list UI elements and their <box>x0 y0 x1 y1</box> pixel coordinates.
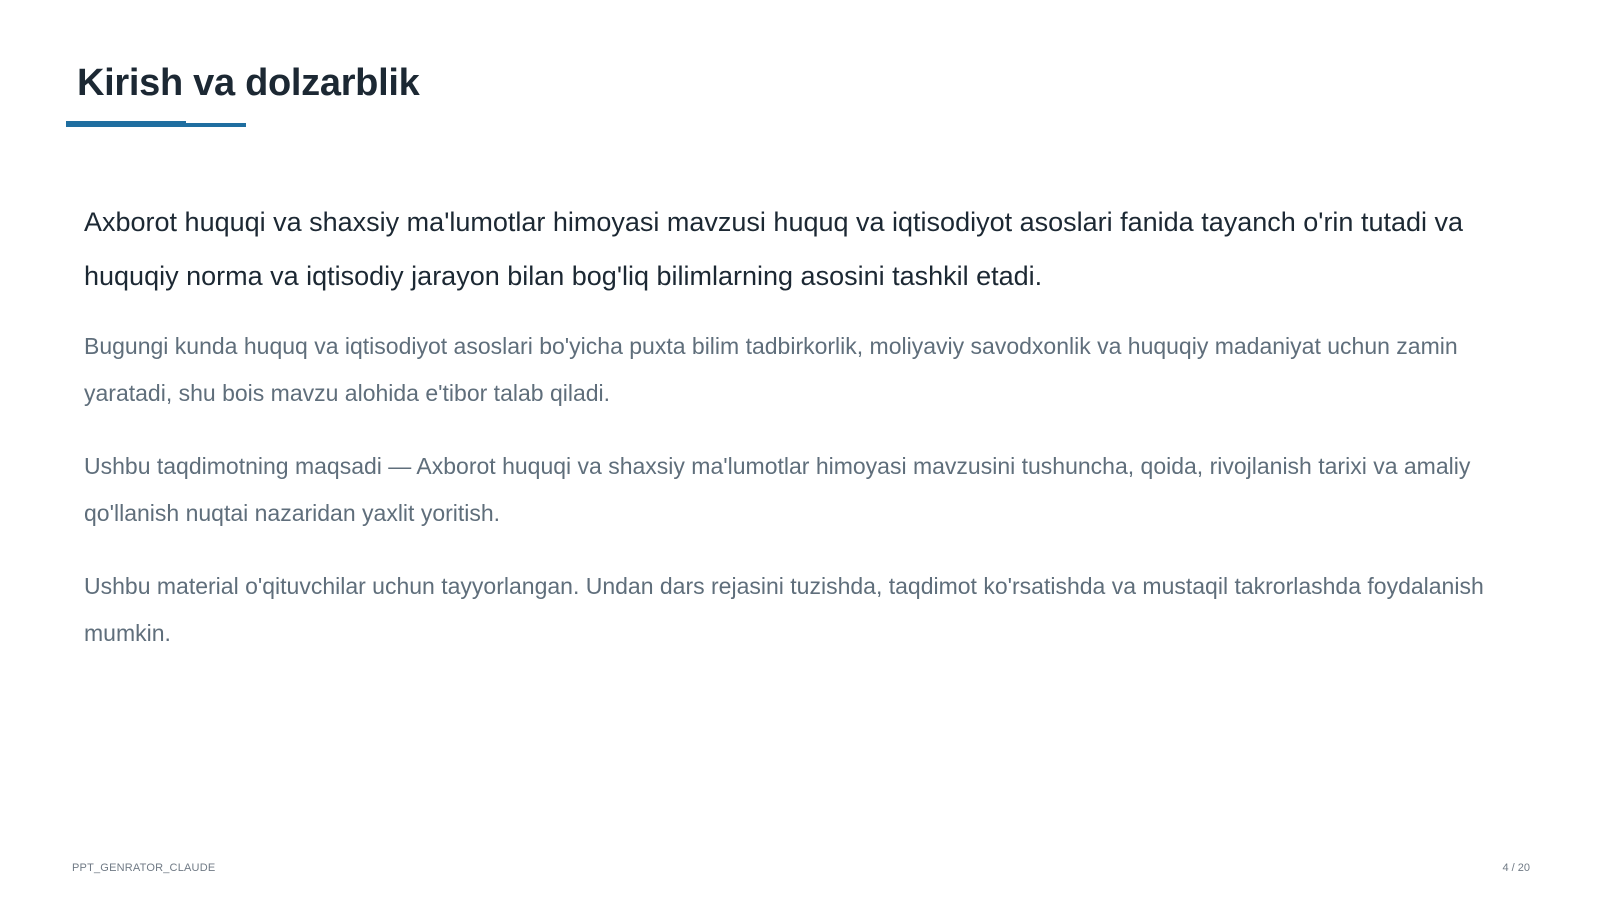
body-paragraph: Ushbu material o'qituvchilar uchun tayyorlangan. Undan dars rejasini tuzishda, taqdimot ko'rsatishda va mustaqil takrorlashda foydalanish mumkin. <box>84 573 1484 646</box>
title-underline <box>66 123 246 127</box>
slide-title: Kirish va dolzarblik <box>77 62 420 104</box>
body-paragraph: Ushbu taqdimotning maqsadi — Axborot huquqi va shaxsiy ma'lumotlar himoyasi mavzusini tushuncha, qoida, rivojlanish tarixi va amaliy qo'llanish nuqtai nazaridan yaxlit yoritish. <box>84 453 1471 526</box>
slide-content <box>84 195 1524 683</box>
page-number: 4 / 20 <box>1502 862 1530 874</box>
body-paragraph: Bugungi kunda huquq va iqtisodiyot asoslari bo'yicha puxta bilim tadbirkorlik, moliyaviy savodxonlik va huquqiy madaniyat uchun zamin yaratadi, shu bois mavzu alohida e'tibor talab qiladi. <box>84 333 1458 406</box>
footer-brand: PPT_GENRATOR_CLAUDE <box>72 862 216 874</box>
lead-paragraph: Axborot huquqi va shaxsiy ma'lumotlar himoyasi mavzusi huquq va iqtisodiyot asoslari fanida tayanch o'rin tutadi va huquqiy norma va iqtisodiy jarayon bilan bog'liq bilimlarning asosini tashkil etadi. <box>84 207 1464 291</box>
